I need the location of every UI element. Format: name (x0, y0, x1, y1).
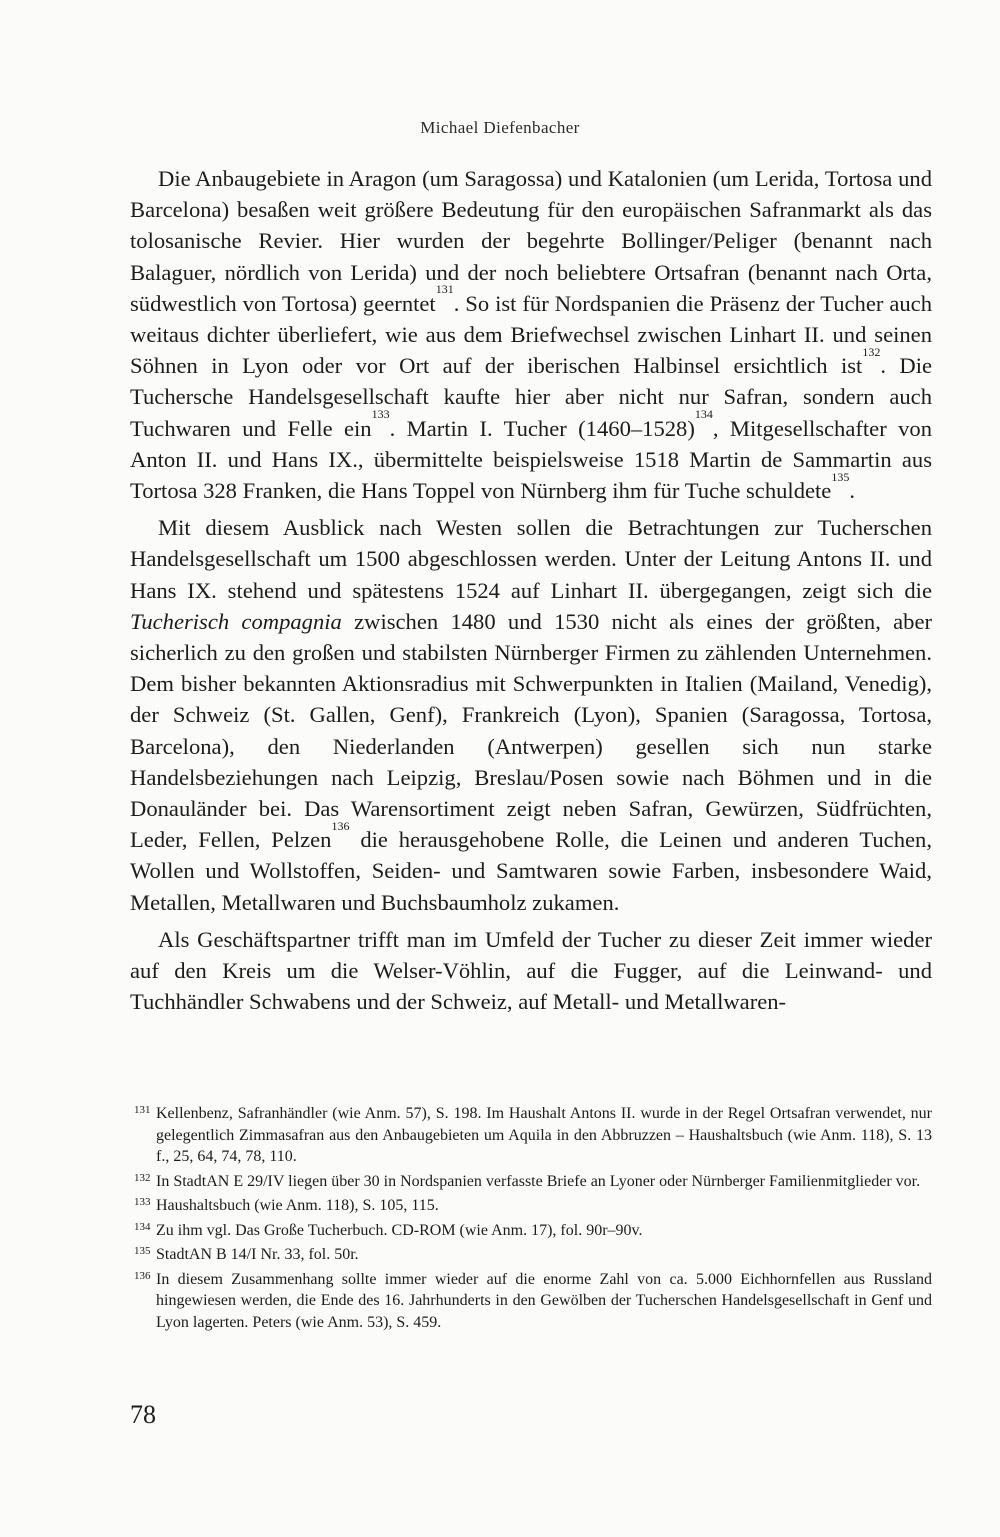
text-run: . Die Tuchersche Handelsgesellschaft kaufte hier aber nicht nur Safran, sondern auch Tuchwaren und Felle ein (130, 353, 932, 441)
footnote-text: Kellenbenz, Safranhändler (wie Anm. 57), S. 198. Im Haushalt Antons II. wurde in der Regel Ortsafran verwendet, nur gelegentlich Zimmasafran aus den Anbaugebieten um Aquila in den Abbruzzen – Haushaltsbuch (wie Anm. 118), S. 13 f., 25, 64, 74, 78, 110. (156, 1105, 932, 1165)
footnote-number: 132 (134, 1171, 151, 1184)
footnote-number: 131 (134, 1104, 151, 1116)
text-run: Die Anbaugebiete in Aragon (um Saragossa) und Katalonien (um Lerida, Tortosa und Barcelona) besaßen weit größere Bedeutung für den europäischen Safranmarkt als das tolosanische Revier. Hier wurden der begehrte Bollinger/Peliger (benannt nach Balaguer, nördlich von Lerida) und der noch beliebtere Ortsafran (benannt nach Orta, südwestlich von Tortosa) geerntet (130, 166, 932, 316)
footnote-text: StadtAN B 14/I Nr. 33, fol. 50r. (156, 1246, 359, 1263)
text-run: zwischen 1480 und 1530 nicht als eines der größten, aber sicherlich zu den großen und stabilsten Nürnberger Firmen zu zählenden Unternehmen. Dem bisher bekannten Aktionsradius mit Schwerpunkten in Italien (Mailand, Venedig), der Schweiz (St. Gallen, Genf), Frankreich (Lyon), Spanien (Saragossa, Tortosa, Barcelona), den Niederlanden (Antwerpen) gesellen sich nun starke Handelsbeziehungen nach Leipzig, Breslau/Posen sowie nach Böhmen und in die Donauländer bei. Das Warensortiment zeigt neben Safran, Gewürzen, Südfrüchten, Leder, Fellen, Pelzen (130, 608, 932, 853)
footnote (130, 1220, 932, 1242)
footnote-ref: 134 (694, 407, 713, 422)
italic-text: Tucherisch compagnia (130, 608, 342, 634)
footnote-ref: 132 (862, 344, 881, 359)
text-run: . (849, 478, 855, 504)
text-run: Mit diesem Ausblick nach Westen sollen die Betrachtungen zur Tucherschen Handelsgesellschaft um 1500 abgeschlossen werden. Unter der Leitung Antons II. und Hans IX. stehend und spätestens 1524 auf Linhart II. übergegangen, zeigt sich die (130, 515, 932, 603)
footnote-text: In diesem Zusammenhang sollte immer wieder auf die enorme Zahl von ca. 5.000 Eichhornfellen aus Russland hingewiesen werden, die Ende des 16. Jahrhunderts in den Gewölben der Tucherschen Handelsgesellschaft in Genf und Lyon lagerten. Peters (wie Anm. 53), S. 459. (156, 1270, 932, 1331)
footnote-number: 133 (134, 1196, 151, 1208)
text-run: . Martin I. Tucher (1460–1528) (389, 415, 695, 441)
paragraph (130, 512, 932, 918)
footnote-text: Zu ihm vgl. Das Große Tucherbuch. CD-ROM (wie Anm. 17), fol. 90r–90v. (156, 1221, 643, 1239)
footnote-text: In StadtAN E 29/IV liegen über 30 in Nordspanien verfasste Briefe an Lyoner oder Nürnberger Familienmitglieder vor. (156, 1172, 921, 1190)
footnotes (130, 1103, 932, 1336)
footnote (130, 1244, 932, 1266)
footnote-number: 136 (134, 1269, 151, 1282)
text-run: . So ist für Nordspanien die Präsenz der Tucher auch weitaus dichter überliefert, wie aus dem Briefwechsel zwischen Linhart II. und seinen Söhnen in Lyon oder vor Ort auf der iberischen Halbinsel ersichtlich ist (130, 290, 932, 379)
footnote (130, 1103, 932, 1168)
footnote-number: 134 (134, 1220, 151, 1233)
text-run: Als Geschäftspartner trifft man im Umfeld der Tucher zu dieser Zeit immer wieder auf den Kreis um die Welser-Vöhlin, auf die Fugger, auf die Leinwand- und Tuchhändler Schwabens und der Schweiz, auf Metall- und Metallwaren- (130, 926, 932, 1015)
page-number: 78 (130, 1400, 156, 1429)
footnote (130, 1269, 932, 1334)
footnote-ref: 135 (831, 469, 850, 484)
text-run: , Mitgesellschafter von Anton II. und Hans IX., übermittelte beispielsweise 1518 Martin de Sammartin aus Tortosa 328 Franken, die Hans Toppel von Nürnberg ihm für Tuche schuldete (130, 415, 932, 504)
footnote-text: Haushaltsbuch (wie Anm. 118), S. 105, 115. (156, 1197, 439, 1214)
paragraph (130, 163, 932, 506)
footnote-number: 135 (134, 1245, 151, 1257)
text-run: die herausgehobene Rolle, die Leinen und anderen Tuchen, Wollen und Wollstoffen, Seiden- und Samtwaren sowie Farben, insbesondere Waid, Metallen, Metallwaren und Buchsbaumholz zukamen. (130, 827, 932, 915)
footnote (130, 1171, 932, 1193)
running-head: Michael Diefenbacher (420, 118, 580, 137)
paragraph (130, 924, 932, 1018)
footnote-ref: 131 (435, 282, 454, 297)
footnote-ref: 133 (371, 407, 390, 422)
body-text (130, 163, 932, 1017)
footnote (130, 1195, 932, 1217)
footnote-ref: 136 (331, 818, 350, 833)
